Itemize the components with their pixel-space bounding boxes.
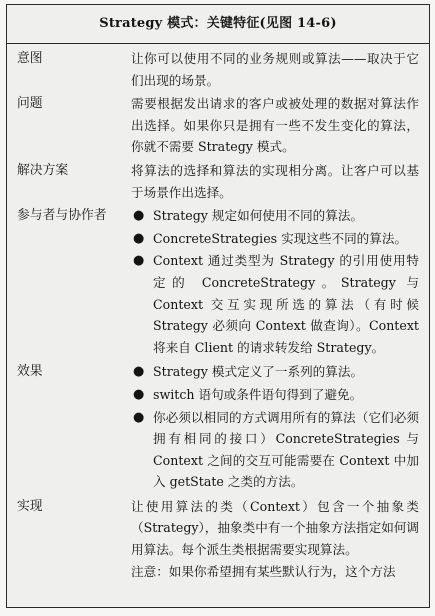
pattern-summary-table — [6, 4, 430, 608]
bullet-icon: ● — [133, 364, 145, 380]
bullet-text: 你必须以相同的方式调用所有的算法（它们必须拥有相同的接口）ConcreteStrategies 与 Context 之间的交互可能需要在 Context 中加入 getState 之类的方法。 — [153, 409, 419, 490]
implementation-text: 让使用算法的类（Context）包含一个抽象类（Strategy），抽象类中有一个抽象方法指定如何调用算法。每个派生类根据需要实现算法。 — [131, 498, 419, 558]
row-content: 让你可以使用不同的业务规则或算法——取决于它们出现的场景。 — [131, 51, 419, 88]
row-label: 意图 — [17, 51, 43, 66]
row-consequences — [7, 361, 429, 494]
list-item — [131, 407, 419, 493]
bullet-text: switch 语句或条件语句得到了避免。 — [153, 386, 363, 402]
bullet-text: ConcreteStrategies 实现这些不同的算法。 — [153, 230, 408, 246]
row-label: 参与者与协作者 — [17, 208, 107, 224]
list-item — [131, 361, 419, 383]
bullet-text: Context 通过类型为 Strategy 的引用使用特定的 ConcreteStrategy。Strategy 与 Context 交互实现所选的算法（有时候 Strategy 必须向 Context 做查询）。Context 将来自 Client 的请求转发给 Strategy。 — [153, 253, 419, 355]
implementation-note: 注意：如果你希望拥有某些默认行为，这个方法 — [131, 563, 396, 579]
row-content: 需要根据发出请求的客户或被处理的数据对算法作出选择。如果你只是拥有一些不发生变化的算法，你就不需要 Strategy 模式。 — [131, 96, 419, 155]
row-label: 解决方案 — [17, 162, 69, 178]
list-item — [131, 228, 419, 250]
list-item — [131, 250, 419, 358]
bullet-icon: ● — [133, 230, 145, 246]
row-content — [131, 496, 419, 582]
row-participants — [7, 205, 429, 359]
row-content: 将算法的选择和算法的实现相分离。让客户可以基于场景作出选择。 — [131, 162, 419, 200]
bullet-list — [131, 205, 419, 359]
bullet-icon: ● — [133, 208, 145, 224]
row-implementation — [7, 496, 429, 582]
table-body — [7, 44, 429, 582]
bullet-icon: ● — [133, 253, 145, 269]
bullet-list — [131, 361, 419, 494]
row-problem — [7, 93, 429, 158]
row-label: 实现 — [17, 498, 43, 514]
list-item — [131, 205, 419, 227]
bullet-icon: ● — [133, 409, 145, 425]
bullet-text: Strategy 规定如何使用不同的算法。 — [153, 208, 364, 224]
row-label: 问题 — [17, 96, 43, 112]
list-item — [131, 384, 419, 406]
bullet-text: Strategy 模式定义了一系列的算法。 — [153, 364, 364, 380]
row-solution — [7, 160, 429, 203]
table-title: Strategy 模式：关键特征(见图 14-6) — [7, 5, 429, 44]
bullet-icon: ● — [133, 386, 145, 402]
row-label: 效果 — [17, 364, 43, 380]
row-intent — [7, 48, 429, 91]
